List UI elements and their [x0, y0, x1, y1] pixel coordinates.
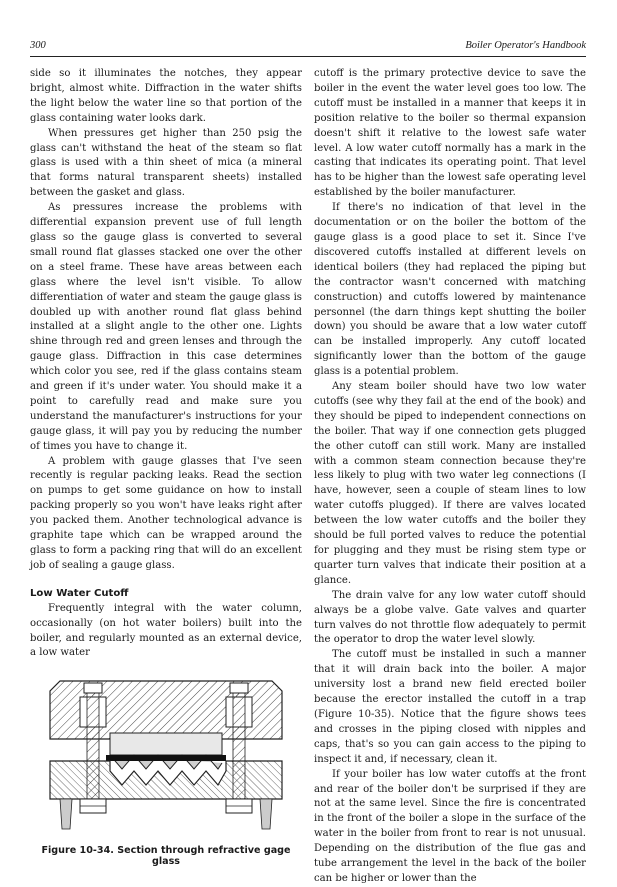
paragraph: A problem with gauge glasses that I've seen recently is regular packing leaks. Read the section on pumps to get some guidance on how to install packing properly so you won't have leaks right after you packed them. Another technological advance is graphite tape which can be wrapped around the glass to form a packing ring that will do an excellent job of sealing a gauge glass.: [30, 455, 302, 571]
page-header: [30, 38, 586, 57]
paragraph: Any steam boiler should have two low water cutoffs (see why they fail at the end of the book) and they should be piped to independent connections on the boiler. That way if one connection gets plugged the other cutoff can still work. Many are installed with a common steam connection because they're less likely to plug with two water leg connections (I have, however, seen a couple of steam lines to low water cutoffs plugged). If there are valves located between the low water cutoffs and the boiler they should be full ported valves to reduce the potential for plugging and they must be rising stem type or quarter turn valves that indicate their position at a glance.: [314, 381, 586, 586]
paragraph: As pressures increase the problems with differential expansion prevent use of full length glass so the gauge glass is converted to several small round flat glasses stacked one over the other on a steel frame. These have areas between each glass where the level isn't visible. To allow differentiation of water and steam the gauge glass is doubled up with another round flat glass behind installed at a slight angle to the other one. Lights shine through red and green lenses and through the gauge glass. Diffraction in this case determines which color you see, red if the glass contains steam and green if it's under water. You should make it a point to carefully read and make sure you understand the manufacturer's instructions for your gauge glass, it will pay you by reducing the number of times you have to change it.: [30, 202, 302, 452]
paragraph: side so it illuminates the notches, they appear bright, almost white. Diffraction in the water shifts the light below the water line so that portion of the glass containing water looks dark.: [30, 68, 302, 124]
paragraph: If your boiler has low water cutoffs at the front and rear of the boiler don't be surprised if they are not at the same level. Since the fire is concentrated in the front of the boiler a slope in the surface of the water in the boiler from front to rear is not unusual. Depending on the distribution of the flue gas and tube arrangement the level in the back of the boiler can be higher or lower than the: [314, 768, 586, 884]
paragraph: When pressures get higher than 250 psig the glass can't withstand the heat of the steam so flat glass is used with a thin sheet of mica (a mineral that forms natural transparent sheets) installed between the gasket and glass.: [30, 127, 302, 199]
running-title: Boiler Operator's Handbook: [465, 40, 586, 51]
page-number: 300: [30, 40, 46, 51]
section-heading: Low Water Cutoff: [30, 587, 129, 599]
gage-glass-drawing: [30, 673, 302, 843]
paragraph: If there's no indication of that level in the documentation or on the boiler the bottom of the gauge glass is a good place to set it. Since I've discovered cutoffs installed at different levels on identical boilers (they had replaced the piping but the contractor wasn't concerned with matching construction) and cutoffs lowered by maintenance personnel (the darn things kept shutting the boiler down) you should be aware that a low water cutoff can be installed improperly. Any cutoff located significantly lower than the bottom of the gauge glass is a potential problem.: [314, 202, 586, 378]
paragraph: Frequently integral with the water column, occasionally (on hot water boilers) built into the boiler, and regularly mounted as an external device, a low water: [30, 602, 302, 659]
gage-glass-section-figure: [30, 673, 302, 843]
glass-element: [110, 733, 222, 769]
right-column: [314, 67, 586, 887]
left-column: [30, 67, 302, 867]
figure-caption: Figure 10-34. Section through refractive gage glass: [41, 845, 291, 868]
stud-right: [260, 799, 272, 829]
paragraph: The cutoff must be installed in such a manner that it will drain back into the boiler. A major university lost a brand new field erected boiler because the erector installed the cutoff in a trap (Figure 10-35). Notice that the figure shows tees and crosses in the piping closed with nipples and caps, that's so you can gain access to the piping to inspect it and, if necessary, clean it.: [314, 649, 586, 765]
paragraph: cutoff is the primary protective device to save the boiler in the event the water level goes too low. The cutoff must be installed in a manner that keeps it in position relative to the boiler so thermal expansion doesn't shift it relative to the lowest safe water level. A low water cutoff normally has a mark in the casting that indicates its operating point. That level has to be higher than the lowest safe operating level established by the boiler manufacturer.: [314, 68, 586, 199]
paragraph: The drain valve for any low water cutoff should always be a globe valve. Gate valves and quarter turn valves do not throttle flow adequately to permit the operator to drop the water level slowly.: [314, 589, 586, 646]
body-casting: [50, 761, 282, 799]
stud-left: [60, 799, 72, 829]
gasket: [106, 755, 226, 761]
